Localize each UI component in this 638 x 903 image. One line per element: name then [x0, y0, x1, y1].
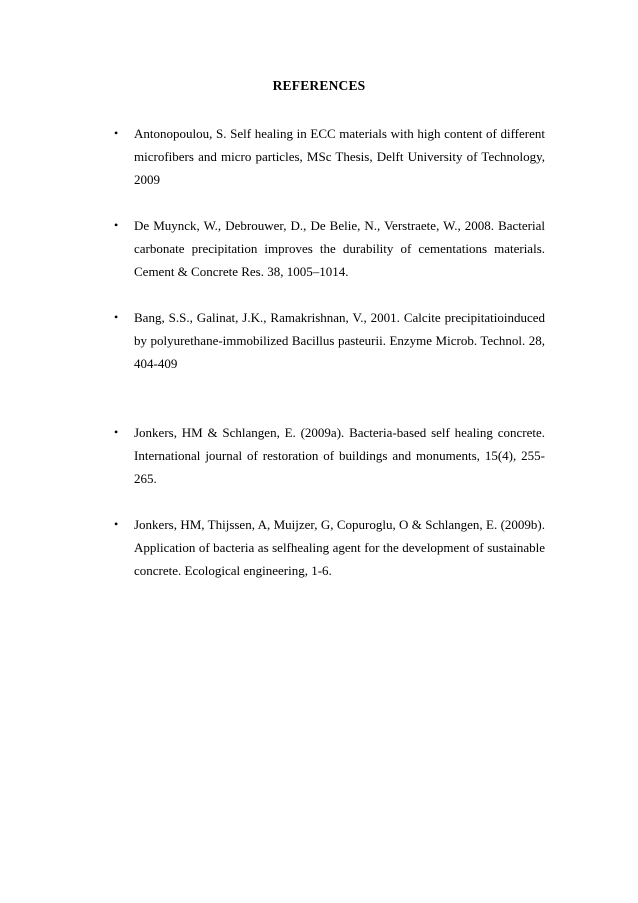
- reference-item: [114, 421, 545, 490]
- reference-item: [114, 306, 545, 375]
- reference-text: Bang, S.S., Galinat, J.K., Ramakrishnan, V., 2001. Calcite precipitatioinduced by polyurethane-immobilized Bacillus pasteurii. Enzyme Microb. Technol. 28, 404-409: [134, 310, 545, 371]
- bullet-icon: •: [114, 310, 119, 324]
- bullet-icon: •: [114, 218, 119, 232]
- reference-text: Antonopoulou, S. Self healing in ECC materials with high content of different microfibers and micro particles, MSc Thesis, Delft University of Technology, 2009: [134, 126, 545, 187]
- bullet-icon: •: [114, 425, 119, 439]
- page-title: REFERENCES: [272, 78, 366, 93]
- reference-item: [114, 513, 545, 582]
- reference-item: [114, 122, 545, 191]
- bullet-icon: •: [114, 126, 119, 140]
- reference-item: [114, 214, 545, 283]
- reference-text: Jonkers, HM, Thijssen, A, Muijzer, G, Copuroglu, O & Schlangen, E. (2009b). Application of bacteria as selfhealing agent for the development of sustainable concrete. Ecological engineering, 1-6.: [134, 517, 545, 578]
- reference-text: De Muynck, W., Debrouwer, D., De Belie, N., Verstraete, W., 2008. Bacterial carbonate precipitation improves the durability of cementations materials. Cement & Concrete Res. 38, 1005–1014.: [134, 218, 545, 279]
- bullet-icon: •: [114, 517, 119, 531]
- reference-list: [114, 122, 545, 582]
- reference-text: Jonkers, HM & Schlangen, E. (2009a). Bacteria-based self healing concrete. International journal of restoration of buildings and monuments, 15(4), 255-265.: [134, 425, 545, 486]
